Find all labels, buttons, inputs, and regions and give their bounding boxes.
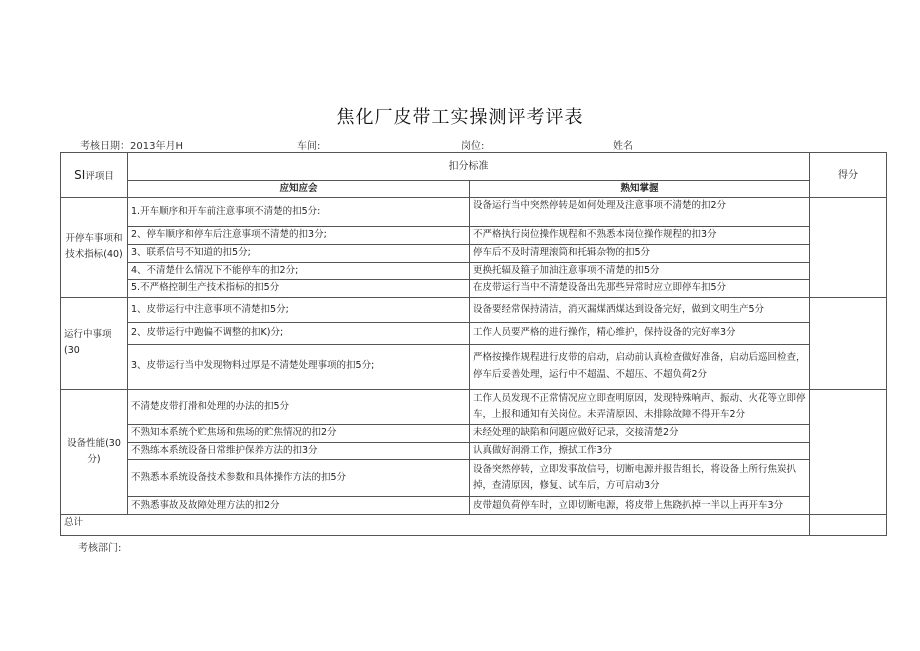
total-score-cell bbox=[810, 515, 887, 536]
know-cell: 不熟练本系统设备日常维护保养方法的扣3分 bbox=[128, 442, 470, 460]
header-deduction-standard: 扣分标准 bbox=[128, 153, 810, 181]
score-cell bbox=[810, 297, 887, 389]
know-cell: 1、皮带运行中注意事项不清楚扣5分; bbox=[128, 297, 470, 323]
score-cell bbox=[810, 389, 887, 515]
header-item-cell bbox=[61, 153, 128, 198]
know-cell: 5.不严格控制生产技术指标的扣5分 bbox=[128, 280, 470, 298]
date-value: 2013年月H bbox=[130, 141, 183, 152]
know-cell: 不熟知本系统个贮焦场和焦场的贮焦情况的扣2分 bbox=[128, 425, 470, 443]
assessment-department-label: 考核部门: bbox=[78, 543, 122, 554]
date-field bbox=[80, 137, 183, 152]
know-cell: 3、联系信号不知道的扣5分; bbox=[128, 245, 470, 263]
master-cell: 设备运行当中突然停转是如何处理及注意事项不清楚的扣2分 bbox=[470, 198, 810, 227]
master-cell: 更换托辐及箍子加油注意事项不清楚的扣5分 bbox=[470, 262, 810, 280]
master-cell: 停车后不及时清理滚筒和托辑杂物的扣5分 bbox=[470, 245, 810, 263]
header-should-know: 应知应会 bbox=[128, 180, 470, 198]
page-title: 焦化厂皮带工实操测评考评表 bbox=[336, 107, 584, 128]
master-cell: 设备突然停转，立即发事故信号，切断电源并报告组长，将设备上所行焦炭扒掉，查清原因，修复、试车后，方可启动3分 bbox=[470, 460, 810, 497]
know-cell: 3、皮带运行当中发现物料过厚是不清楚处理事项的扣5分; bbox=[128, 344, 470, 389]
section-name: 运行中事项(30 bbox=[61, 297, 128, 389]
master-cell: 认真做好润滑工作，擦拭工作3分 bbox=[470, 442, 810, 460]
master-cell: 严格按操作规程进行皮带的启动，启动前认真检查做好准备，启动后巡回检查，停车后妥善处理，运行中不超温、不超压、不超负荷2分 bbox=[470, 344, 810, 389]
master-cell: 不严格执行岗位操作规程和不熟悉本岗位操作规程的扣3分 bbox=[470, 226, 810, 244]
know-cell: 不熟悉本系统设备技术参数和具体操作方法的扣5分 bbox=[128, 460, 470, 497]
section-name: 开停车事项和技术指标(40) bbox=[61, 198, 128, 297]
evaluation-table bbox=[60, 152, 887, 536]
master-cell: 设备要经常保持清洁，消灭漏煤洒煤达到设备完好，做到文明生产5分 bbox=[470, 297, 810, 323]
know-cell: 不清楚皮带打滑和处理的办法的扣5分 bbox=[128, 389, 470, 425]
name-label: 姓名 bbox=[613, 141, 633, 152]
section-name: 设备性能(30分) bbox=[61, 389, 128, 515]
header-item-prefix: SI bbox=[74, 167, 86, 182]
master-cell: 工作人员要严格的进行操作，精心维护，保持设备的完好率3分 bbox=[470, 323, 810, 344]
header-score: 得分 bbox=[810, 153, 887, 198]
know-cell: 不熟悉事故及故障处理方法的扣2分 bbox=[128, 497, 470, 515]
total-label: 总计 bbox=[61, 515, 810, 536]
master-cell: 在皮带运行当中不清楚设备出先那些异常时应立即停车扣5分 bbox=[470, 280, 810, 298]
date-label: 考核日期： bbox=[80, 141, 130, 152]
header-item-label: 评项目 bbox=[85, 170, 114, 182]
score-cell bbox=[810, 198, 887, 297]
master-cell: 未经处理的缺陷和问题应做好记录，交接清楚2分 bbox=[470, 425, 810, 443]
header-proficient: 熟知掌握 bbox=[470, 180, 810, 198]
know-cell: 2、停车顺序和停车后注意事项不清楚的扣3分; bbox=[128, 226, 470, 244]
know-cell: 2、皮带运行中跑偏不调整的扣K)分; bbox=[128, 323, 470, 344]
workshop-label: 车间: bbox=[297, 141, 321, 152]
post-label: 岗位: bbox=[461, 141, 485, 152]
know-cell: 1.开车顺序和开车前注意事项不清楚的扣5分: bbox=[128, 198, 470, 227]
know-cell: 4、不清楚什么情况下不能停车的扣2分; bbox=[128, 262, 470, 280]
master-cell: 皮带超负荷停车时，立即切断电源，将皮带上焦跷扒掉一半以上再开车3分 bbox=[470, 497, 810, 515]
master-cell: 工作人员发现不正常情况应立即查明原因，发现特殊响声、振动、火花等立即停车，上报和通知有关岗位。未弄清原因、未排除故障不得开车2分 bbox=[470, 389, 810, 425]
